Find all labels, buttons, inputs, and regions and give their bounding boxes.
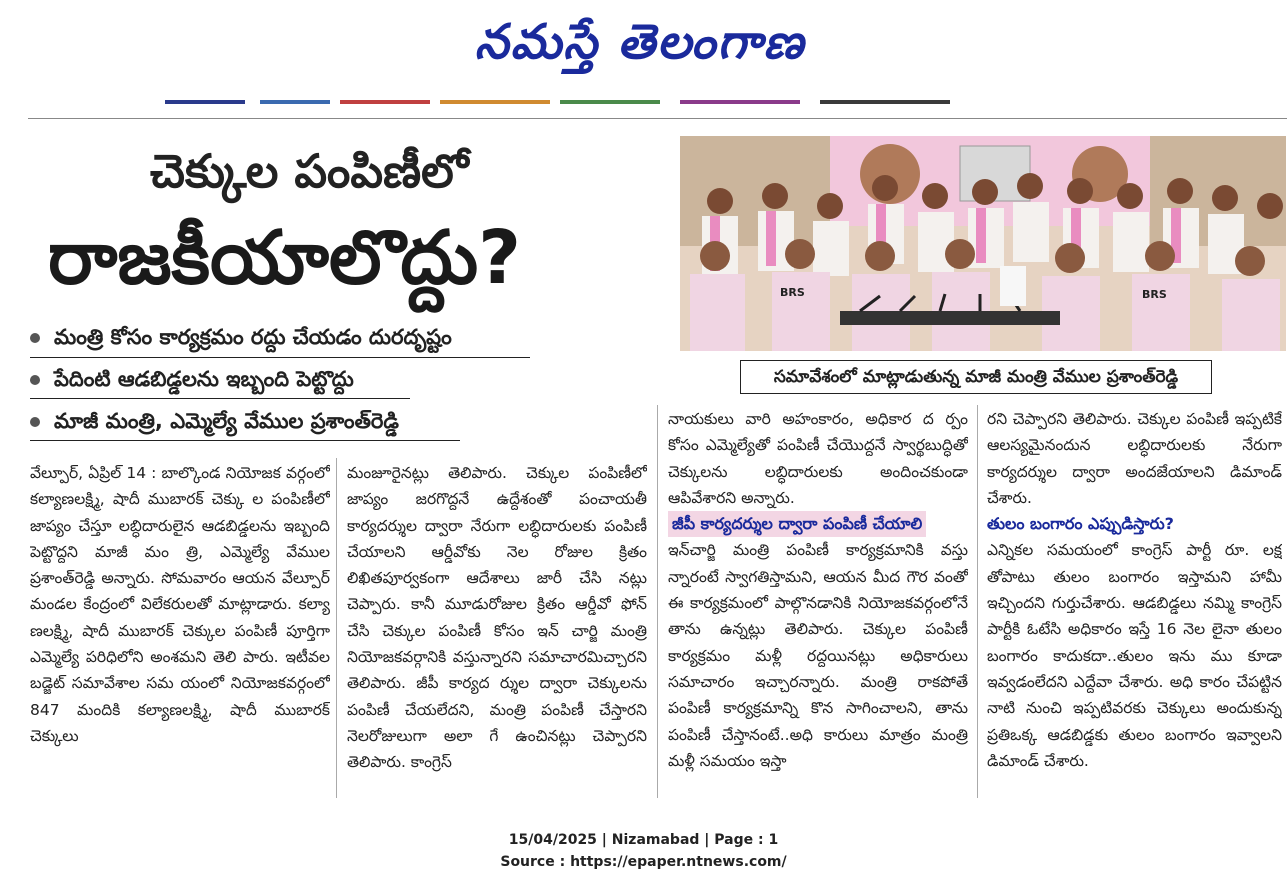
brs-badge: BRS <box>1142 288 1167 301</box>
masthead-strip <box>340 100 430 104</box>
masthead-strip <box>680 100 800 104</box>
bullet-divider <box>30 398 410 399</box>
column-divider <box>977 405 978 798</box>
masthead-divider <box>28 118 1287 119</box>
article-column-1 <box>30 460 330 800</box>
column-divider <box>336 458 337 798</box>
footer-dateline: 15/04/2025 | Nizamabad | Page : 1 <box>508 832 779 848</box>
masthead-strip <box>165 100 245 104</box>
article-paragraph: మంజూరైనట్లు తెలిపారు. చెక్కుల పంపిణీలో జాప్యం జరగొద్దనే ఉద్దేశంతో పంచాయతీ కార్యదర్శుల ద్వారా నేరుగా లబ్ధిదారులకు పంపిణీ చేయాలని ఆర్డీవోకు నెల రోజుల క్రితం లిఖితపూర్వకంగా ఆదేశాలు జారీ చేసి నట్లు చెప్పారు. కానీ మూడురోజుల క్రితం ఆర్డీవో ఫోన్ చేసి చెక్కుల పంపిణీ కోసం ఇన్ చార్జి మంత్రి నియోజకవర్గానికి వస్తున్నారని సమాచారమిచ్చారని తెలిపారు. జీపీ కార్యద ర్శుల ద్వారా చెక్కులను పంపిణీ చేయలేదని, మంత్రి పంపిణీ చేస్తారని నెలరోజులుగా అలా గే ఉంచినట్లు చెప్పారని తెలిపారు. కాంగ్రెస్ <box>347 464 647 772</box>
subheading: జీపీ కార్యదర్శుల ద్వారా పంపిణీ చేయాలి <box>668 511 926 537</box>
press-meet-photo <box>680 136 1286 351</box>
article-column-3 <box>668 406 968 800</box>
article-paragraph: ఇన్‌చార్జి మంత్రి పంపిణీ కార్యక్రమానికి వస్తు న్నారంటే స్వాగతిస్తామని, ఆయన మీద గౌర వంతో ఈ కార్యక్రమంలో పాల్గొనడానికి నియోజకవర్గంలోనే తాను ఉన్నట్లు తెలిపారు. చెక్కుల పంపిణీ కార్యక్రమం మళ్లీ రద్దయినట్లు అధికారులు సమాచారం ఇచ్చారన్నారు. మంత్రి రాకపోతే పంపిణీ కార్యక్రమాన్ని కొన సాగించాలని, తాను పంపిణీ చేస్తానంటే..అధి కారులు మాత్రం మంత్రి మళ్లీ సమయం ఇస్తా <box>668 541 968 770</box>
masthead-strip <box>560 100 660 104</box>
bullet-text: మంత్రి కోసం కార్యక్రమం రద్దు చేయడం దురదృష్టం <box>54 325 452 349</box>
bullet-point <box>30 364 354 394</box>
footer-source: Source : https://epaper.ntnews.com/ <box>500 854 787 870</box>
masthead-title: నమస్తే తెలంగాణ <box>474 14 806 70</box>
masthead-strip <box>260 100 330 104</box>
bullet-point <box>30 322 452 352</box>
bullet-text: మాజీ మంత్రి, ఎమ్మెల్యే వేముల ప్రశాంత్‌రెడ్డి <box>54 409 399 433</box>
masthead-strip <box>440 100 550 104</box>
article-paragraph: రని చెప్పారని తెలిపారు. చెక్కుల పంపిణీ ఇప్పటికే ఆలస్యమైనందున లబ్ధిదారులకు నేరుగా కార్యదర్శుల ద్వారా అందజేయాలని డిమాండ్ చేశారు. <box>987 410 1282 507</box>
article-column-4 <box>987 406 1282 800</box>
masthead-strip <box>820 100 950 104</box>
photo-caption: సమావేశంలో మాట్లాడుతున్న మాజీ మంత్రి వేముల ప్రశాంత్‌రెడ్డి <box>740 360 1212 394</box>
press-meet-photo-image <box>680 136 1286 351</box>
bullet-divider <box>30 357 530 358</box>
bullet-icon <box>30 333 40 343</box>
bullet-divider <box>30 440 460 441</box>
article-paragraph: ఎన్నికల సమయంలో కాంగ్రెస్ పార్టీ రూ. లక్ష తోపాటు తులం బంగారం ఇస్తామని హామీ ఇచ్చిందని గుర్తుచేశారు. ఆడబిడ్డలు నమ్మి కాంగ్రెస్ పార్టీకి ఓటేసి అధికారం ఇస్తే 16 నెల లైనా తులం బంగారం కాదుకదా..తులం ఇను ము కూడా ఇవ్వడంలేదని ఎద్దేవా చేశారు. అధి కారం చేపట్టిన నాటి నుంచి ఇప్పటివరకు చెక్కులు అందుకున్న ప్రతిఒక్క ఆడబిడ్డకు తులం బంగారం ఇవ్వాలని డిమాండ్ చేశారు. <box>987 541 1282 770</box>
column-divider <box>657 405 658 798</box>
bullet-icon <box>30 417 40 427</box>
article-column-2 <box>347 460 647 800</box>
bullet-text: పేదింటి ఆడబిడ్డలను ఇబ్బంది పెట్టొద్దు <box>54 367 354 391</box>
masthead <box>0 0 1287 110</box>
subheading: తులం బంగారం ఎప్పుడిస్తారు? <box>987 514 1174 534</box>
article-paragraph: వేల్పూర్, ఏప్రిల్ 14 : బాల్కొండ నియోజక వర్గంలో కల్యాణలక్ష్మి, షాదీ ముబారక్ చెక్కు ల పంపిణీలో జాప్యం చేస్తూ లబ్ధిదారులైన ఆడబిడ్డలను ఇబ్బంది పెట్టొద్దని మాజీ మం త్రి, ఎమ్మెల్యే వేముల ప్రశాంత్‌రెడ్డి అన్నారు. సోమవారం ఆయన వేల్పూర్ మండల కేంద్రంలో విలేకరులతో మాట్లాడారు. కల్యా ణలక్ష్మి, షాదీ ముబారక్ చెక్కుల పంపిణీ పూర్తిగా ఎమ్మెల్యే పరిధిలోని అంశమని తెలి పారు. ఇటీవల బడ్జెట్ సమావేశాల సమ యంలో నియోజకవర్గంలో 847 మందికి కల్యాణలక్ష్మి, షాదీ ముబారక్ చెక్కులు <box>30 464 330 745</box>
headline-line-1: చెక్కుల పంపిణీలో <box>150 144 469 198</box>
brs-badge: BRS <box>780 286 805 299</box>
article-paragraph: నాయకులు వారి అహంకారం, అధికార ద ర్పం కోసం ఎమ్మెల్యేతో పంపిణీ చేయొద్దనే స్వార్థబుద్ధితో చెక్కులను లబ్ధిదారులకు అందించకుండా ఆపివేశారని అన్నారు. <box>668 410 968 507</box>
headline-line-2: రాజకీయాలొద్దు? <box>48 215 522 301</box>
bullet-point <box>30 406 399 436</box>
bullet-icon <box>30 375 40 385</box>
